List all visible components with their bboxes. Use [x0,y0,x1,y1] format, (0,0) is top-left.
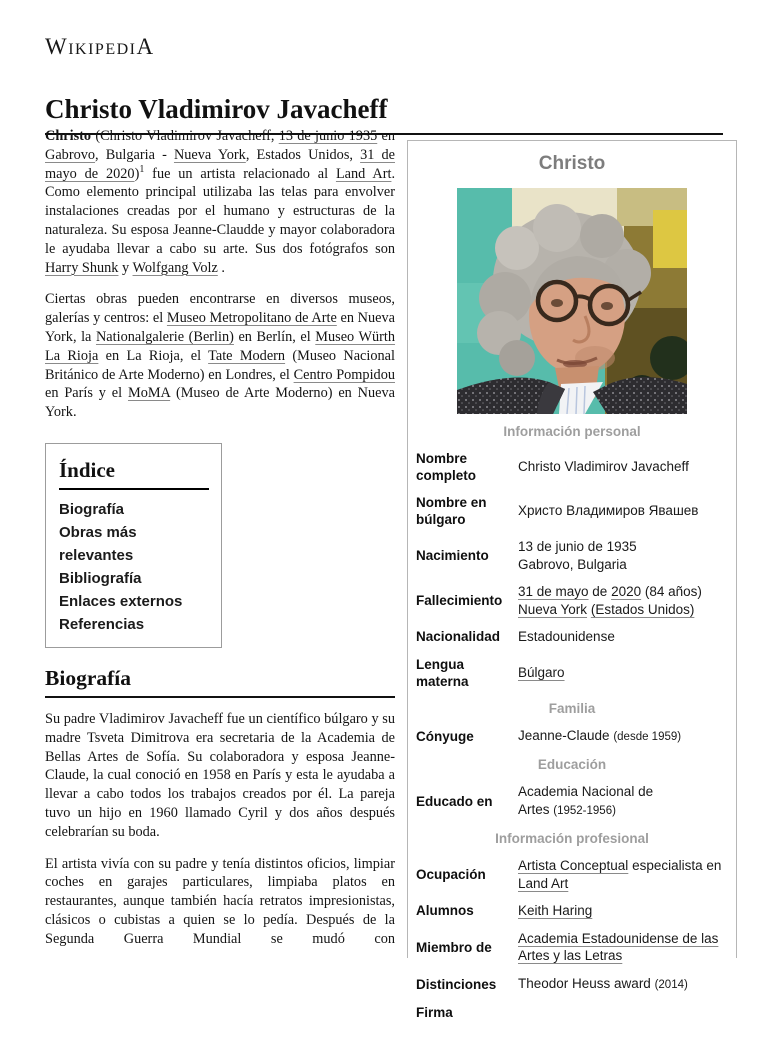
text-run: Theodor Heuss award [518,975,655,991]
link[interactable]: Academia Estadounidense de las [518,930,719,946]
link[interactable]: Nueva York [518,601,588,617]
infobox-row [408,897,736,925]
infobox-value [518,783,728,820]
infobox-value [518,857,728,892]
text-run: Jeanne-Claude [518,727,614,743]
text-run: Artes [518,801,554,817]
infobox-label: Alumnos [416,903,474,919]
infobox-row [408,651,736,695]
text-run: (84 años) [641,584,702,599]
infobox-value [518,458,728,476]
table-of-contents [45,443,222,648]
text-run: Gabrovo, Bulgaria [518,556,627,572]
text-run: (desde 1959) [613,730,682,743]
text-run: en París y el [45,385,128,402]
infobox-label: Distinciones [416,976,497,992]
text-run: especialista en [628,858,722,873]
text-run: Estadounidense [518,629,615,644]
toc-items [59,498,209,636]
infobox-label: Nacimiento [416,548,489,563]
infobox [407,140,737,1020]
infobox-row [408,533,736,578]
text-run: , Estados Unidos, [245,146,361,163]
link[interactable]: Tate Modern [208,347,286,364]
text-run: en Nueva York, la [45,310,395,345]
toc-item-enlaces-externos[interactable]: Enlaces externos [59,592,183,610]
link[interactable]: Nueva York [173,146,246,163]
infobox-row [408,623,736,651]
link[interactable]: Museo Metropolitano de Arte [166,310,337,327]
article-body [45,127,395,949]
infobox-row [408,852,736,897]
link[interactable]: Museo Würth La Rioja [45,328,396,364]
text-run: en [377,128,395,144]
infobox-label: Miembro de [416,939,492,955]
infobox-label: Firma [416,1005,453,1020]
link[interactable]: 31 de mayo de 2020 [45,146,395,182]
text-run: (1952-1956) [553,804,616,817]
toc-item-bibliografia[interactable]: Bibliografía [59,569,142,587]
link[interactable]: Nationalgalerie (Berlin) [95,328,234,345]
infobox-label: Nombre en búlgaro [416,495,487,527]
infobox-value [518,538,728,573]
link[interactable]: MoMA [127,385,171,402]
bio-paragraph-1 [45,710,395,842]
infobox-value [518,975,728,995]
infobox-value [518,930,728,965]
text-run: y [118,259,133,276]
link[interactable]: Artes y las Letras [518,948,623,963]
infobox-section-header: Información profesional [495,831,649,846]
text-run: (Christo Vladimirov Javacheff, [91,128,279,144]
text-run: Academia Nacional de [518,784,654,799]
text-run: . Como elemento principal utilizaba las telas para envolver instalaciones creadas por el humano y estructuras de la naturaleza. Su esposa Jeanne-Claudde y mayor colaboradora le ayudaba llevar a cabo su arte. Sus dos fotógrafos son [45,165,396,257]
reference-superscript[interactable]: 1 [139,163,145,175]
page-title: Christo Vladimirov Javacheff [45,94,723,135]
infobox-value [518,628,728,646]
infobox-row [408,445,736,489]
text-run: ) [134,165,140,182]
infobox-value [518,502,728,520]
link[interactable]: Harry Shunk [45,259,119,276]
infobox-section-header: Educación [537,757,607,772]
link[interactable]: 13 de junio 1935 [278,128,378,144]
intro-paragraph-1 [45,127,395,277]
text-run: Христо Владимиров Явашев [518,503,699,519]
text-run: de [588,584,612,599]
toc-item-biografia[interactable]: Biografía [59,500,125,518]
link[interactable]: Artista Conceptual [518,858,629,873]
bio-paragraph-2 [45,855,395,949]
text-run: en La Rioja, el [98,347,209,364]
infobox-row [408,999,736,1049]
infobox-label: Educado en [416,794,493,809]
text-run: 13 de junio de 1935 [518,539,637,554]
infobox-title: Christo [538,153,606,174]
text-run: (Museo de Arte Moderno) en Nueva York. [45,385,395,421]
infobox-row [408,578,736,623]
infobox-label: Lengua materna [416,656,469,689]
link[interactable]: Wolfgang Volz [132,259,218,276]
toc-title: Índice [59,458,209,490]
text-run: Su padre Vladimirov Javacheff fue un científico búlgaro y su madre Tsveta Dimitrova era secretaria de la Academia de Bellas Artes de Sofía. Su colaboradora y esposa Jeanne-Claude, la cual conoció en 1958 en París y esta le ayudaba a llevar a cabo todos los trabajos creados por él. La pareja tuvo un hijo en 1960 llamado Cyril y dos años después celebrarían su boda. [45,710,395,840]
link[interactable]: (Estados Unidos) [590,601,695,617]
link[interactable]: 2020 [611,584,642,599]
toc-item-referencias[interactable]: Referencias [59,615,145,633]
portrait-illustration [457,188,687,414]
infobox-section-header: Información personal [503,424,641,439]
intro-paragraph-2 [45,290,395,422]
infobox-body [408,418,736,1049]
text-run: (Museo Nacional Británico de Arte Moderno) en Londres, el [45,347,395,383]
infobox-label: Nacionalidad [416,629,501,645]
toc-item-obras-mas-relevantes[interactable]: Obras más relevantes [59,523,137,564]
infobox-row [408,778,736,825]
infobox-label: Fallecimiento [416,593,503,608]
wikipedia-wordmark: WikipediA [45,34,155,59]
text-run: fue un artista relacionado al [144,165,336,182]
bold-text: Christo [45,128,92,144]
infobox-row [408,970,736,1000]
link[interactable]: Búlgaro [518,664,565,680]
link[interactable]: Gabrovo [45,146,96,163]
text-run: en Berlín, el [233,328,316,345]
text-run: , Bulgaria - [95,146,174,163]
text-run: El artista vivía con su padre y tenía distintos oficios, limpiar coches en garajes particulares, limpiaba platos en restaurantes, aunque también hacía retratos impresionistas, clásicos o cubistas a quien se lo pedía. Después de la Segunda Guerra Mundial se mudó con [45,855,395,947]
infobox-label: Ocupación [416,867,486,882]
infobox-value [518,902,728,920]
infobox-section-header: Familia [548,700,596,716]
infobox-label: Cónyuge [416,728,474,744]
link[interactable]: Land Art [518,875,569,891]
infobox-row [408,489,736,533]
christo-portrait-photo [457,188,687,414]
text-run: Christo Vladimirov Javacheff [518,459,689,475]
link[interactable]: Keith Haring [518,903,593,918]
infobox-label: Nombre completo [416,451,477,483]
text-run: Ciertas obras pueden encontrarse en diversos museos, galerías y centros: el [45,291,395,327]
text-run: (2014) [654,978,688,991]
link[interactable]: 31 de mayo [518,584,589,599]
link[interactable]: Land Art [335,165,392,182]
link[interactable]: Centro Pompidou [293,366,395,383]
infobox-row [408,722,736,752]
infobox-value [518,583,728,618]
infobox-value [518,664,728,682]
infobox-row [408,925,736,970]
section-heading-biografia: Biografía [45,666,395,698]
text-run: . [217,259,225,276]
infobox-value [518,727,728,747]
